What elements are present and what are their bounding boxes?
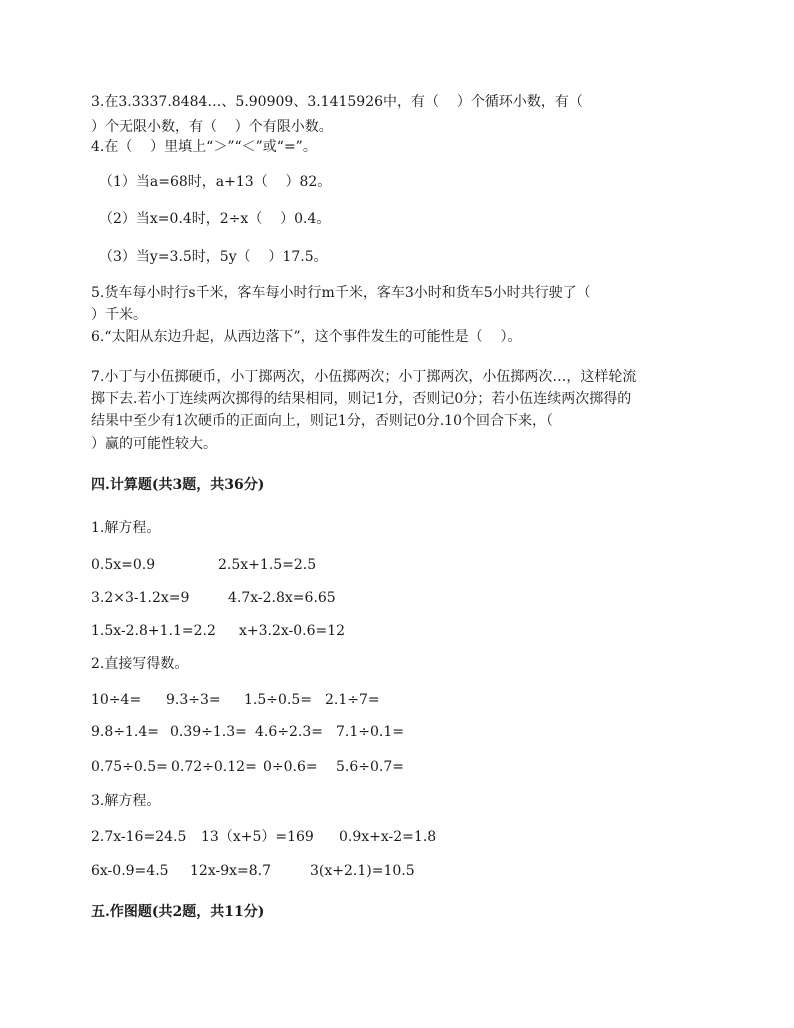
section5-heading: 五.作图题(共2题，共11分) — [91, 904, 265, 920]
q4-title: 4.在（ ）里填上“＞”“＜”或“=”。 — [91, 139, 317, 155]
p3-title: 3.解方程。 — [91, 793, 161, 809]
equation: 6x-0.9=4.5 — [91, 863, 169, 879]
q7-line2: 掷下去.若小丁连续两次掷得的结果相同，则记1分，否则记0分；若小伍连续两次掷得的 — [91, 391, 632, 407]
q5-line1: 5.货车每小时行s千米，客车每小时行m千米，客车3小时和货车5小时共行驶了（ — [91, 285, 591, 301]
expression: 9.8÷1.4= — [91, 724, 159, 740]
expression: 0.72÷0.12= — [171, 759, 257, 775]
q3-line2: ）个无限小数，有（ ）个有限小数。 — [91, 119, 333, 135]
q4-item-2: （2）当x=0.4时，2÷x（ ）0.4。 — [99, 211, 331, 227]
q4-item-1: （1）当a=68时，a+13（ ）82。 — [99, 174, 332, 190]
expression: 1.5÷0.5= — [244, 692, 312, 708]
equation: 2.5x+1.5=2.5 — [218, 557, 317, 573]
expression: 7.1÷0.1= — [336, 724, 404, 740]
q7-line3: 结果中至少有1次硬币的正面向上，则记1分，否则记0分.10个回合下来，（ — [91, 413, 553, 429]
equation: x+3.2x-0.6=12 — [239, 623, 346, 639]
expression: 0.75÷0.5= — [91, 759, 168, 775]
p2-title: 2.直接写得数。 — [91, 656, 189, 672]
equation: 0.9x+x-2=1.8 — [339, 829, 437, 845]
expression: 4.6÷2.3= — [255, 724, 323, 740]
equation: 1.5x-2.8+1.1=2.2 — [91, 623, 216, 639]
equation: 3(x+2.1)=10.5 — [310, 863, 415, 879]
expression: 5.6÷0.7= — [336, 759, 404, 775]
expression: 2.1÷7= — [325, 692, 380, 708]
equation: 12x-9x=8.7 — [190, 863, 271, 879]
q6-text: 6.“太阳从东边升起，从西边落下”，这个事件发生的可能性是（ ）。 — [91, 329, 522, 345]
section4-heading: 四.计算题(共3题，共36分) — [91, 477, 265, 493]
q4-item-3: （3）当y=3.5时，5y（ ）17.5。 — [99, 249, 328, 265]
expression: 10÷4= — [91, 692, 142, 708]
equation: 3.2×3-1.2x=9 — [91, 590, 190, 606]
q3-line1: 3.在3.3337.8484…、5.90909、3.1415926中，有（ ）个循环小数，有（ — [91, 94, 583, 110]
expression: 9.3÷3= — [166, 692, 221, 708]
equation: 2.7x-16=24.5 — [91, 829, 187, 845]
p1-title: 1.解方程。 — [91, 520, 161, 536]
equation: 0.5x=0.9 — [91, 557, 156, 573]
equation: 4.7x-2.8x=6.65 — [228, 590, 336, 606]
q7-line1: 7.小丁与小伍掷硬币，小丁掷两次，小伍掷两次；小丁掷两次，小伍掷两次…，这样轮流 — [91, 369, 637, 385]
q7-line4: ）赢的可能性较大。 — [91, 436, 217, 452]
equation: 13（x+5）=169 — [201, 829, 314, 845]
expression: 0.39÷1.3= — [170, 724, 247, 740]
expression: 0÷0.6= — [263, 759, 318, 775]
q5-line2: ）千米。 — [91, 307, 147, 323]
